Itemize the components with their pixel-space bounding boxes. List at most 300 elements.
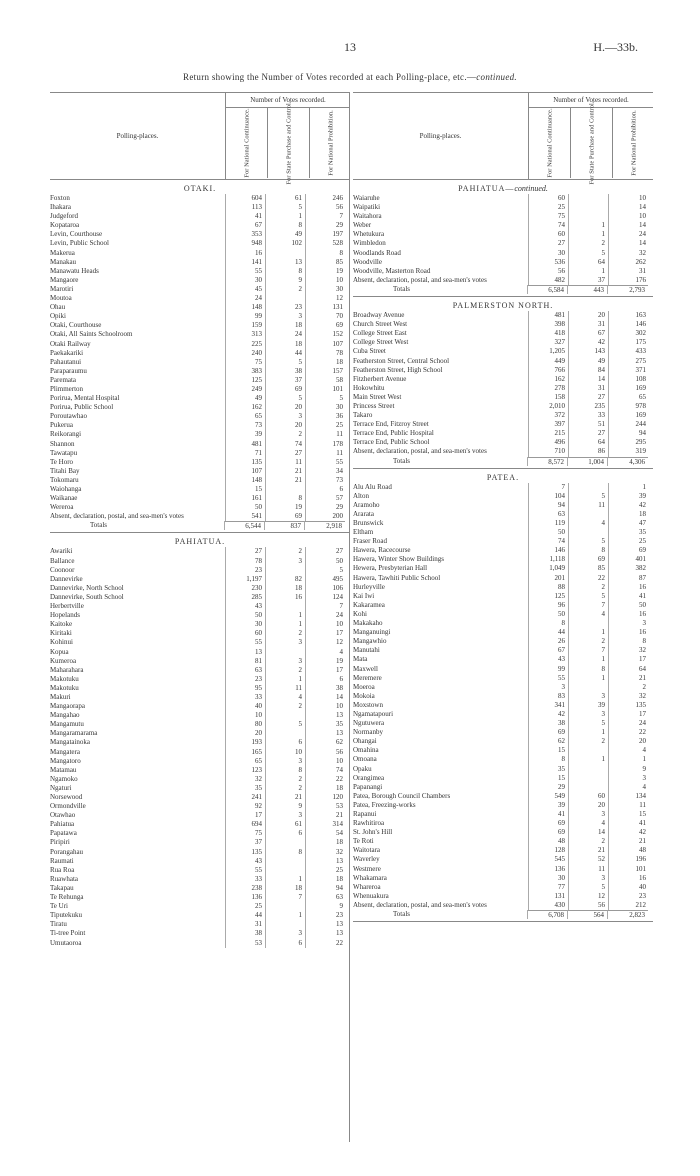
- section-title: [50, 184, 350, 193]
- state-header: For State Purchase and Control.: [268, 108, 310, 178]
- continuance-votes: 536: [529, 258, 569, 267]
- prohibition-votes: 11: [336, 430, 343, 439]
- table-row: [50, 294, 350, 303]
- polling-place-name: [353, 320, 529, 329]
- continuance-votes: 60: [226, 629, 266, 638]
- state-votes: 5: [569, 719, 609, 728]
- continuance-votes: 42: [529, 710, 569, 719]
- total-state: 1,004: [568, 457, 608, 466]
- table-row: [50, 648, 350, 657]
- polling-place-name: [50, 476, 226, 485]
- table-row: [50, 321, 350, 330]
- polling-place-label: Absent, declaration, postal, and sea-men's votes: [50, 512, 184, 521]
- prohibition-votes: 13: [336, 929, 343, 938]
- continuance-votes: 1,205: [529, 347, 569, 356]
- continuance-votes: 77: [529, 883, 569, 892]
- table-row: [353, 447, 653, 456]
- state-votes: 27: [569, 429, 609, 438]
- state-votes: 2: [266, 775, 306, 784]
- table-row: [50, 230, 350, 239]
- state-votes: 1: [266, 675, 306, 684]
- state-votes: 11: [569, 865, 609, 874]
- polling-place-name: [353, 628, 529, 637]
- state-votes: 11: [266, 458, 306, 467]
- polling-place-label: Makotuku: [50, 674, 79, 683]
- polling-place-label: Aramoho: [353, 500, 380, 509]
- polling-place-name: [50, 648, 226, 657]
- polling-place-name: [50, 902, 226, 911]
- state-votes: 14: [569, 375, 609, 384]
- section-title-text: PALMERSTON NORTH.: [452, 301, 554, 311]
- prohibition-votes: 14: [639, 221, 646, 230]
- state-votes: 1: [569, 628, 609, 637]
- state-votes: 6: [266, 939, 306, 948]
- table-row: [353, 874, 653, 883]
- prohibition-votes: 34: [336, 466, 343, 475]
- polling-place-name: [353, 810, 529, 819]
- state-votes: 44: [266, 349, 306, 358]
- state-votes: 1: [569, 267, 609, 276]
- table-row: [50, 748, 350, 757]
- polling-place-label: Pahiatua: [50, 820, 75, 829]
- continuance-votes: 16: [226, 249, 266, 258]
- polling-place-label: Waitahora: [353, 212, 382, 221]
- state-votes: 3: [569, 710, 609, 719]
- table-row: [50, 620, 350, 629]
- table-row: [50, 738, 350, 747]
- continuance-votes: 75: [226, 358, 266, 367]
- prohibition-votes: 146: [635, 320, 646, 329]
- section-rule: [353, 919, 653, 922]
- state-votes: 64: [569, 258, 609, 267]
- prohibition-votes: 16: [639, 628, 646, 637]
- prohibition-votes: 6: [339, 485, 343, 493]
- state-votes: 1: [266, 212, 306, 221]
- polling-place-name: [353, 393, 529, 402]
- polling-place-name: [353, 438, 529, 447]
- table-row: [353, 692, 653, 701]
- table-row: [50, 258, 350, 267]
- prohibition-votes: 73: [336, 475, 343, 484]
- polling-place-label: Dannevirke, South School: [50, 592, 124, 601]
- prohibition-votes: 302: [635, 329, 646, 338]
- continuance-votes: 136: [529, 865, 569, 874]
- state-votes: 85: [569, 564, 609, 573]
- prohibition-votes: 10: [336, 620, 343, 629]
- prohibition-votes: 42: [639, 828, 646, 837]
- state-votes: [266, 294, 306, 303]
- prohibition-votes: 7: [339, 212, 343, 221]
- table-row: [353, 267, 653, 276]
- continuance-votes: 278: [529, 384, 569, 393]
- polling-place-name: [50, 729, 226, 738]
- continuance-votes: 69: [529, 728, 569, 737]
- total-state: 837: [265, 521, 305, 530]
- prohibition-votes: 169: [635, 383, 646, 392]
- total-continuance: 6,708: [528, 910, 568, 919]
- state-votes: [266, 711, 306, 720]
- polling-place-name: [50, 848, 226, 857]
- continuance-votes: 43: [226, 602, 266, 611]
- prohibition-votes: 8: [642, 637, 646, 646]
- polling-place-name: [50, 330, 226, 339]
- table-row: [353, 311, 653, 320]
- polling-place-name: [50, 748, 226, 757]
- table-row: [50, 729, 350, 738]
- prohibition-votes: 10: [336, 275, 343, 284]
- table-row: [353, 384, 653, 393]
- polling-place-name: [353, 746, 529, 755]
- state-votes: 4: [569, 610, 609, 619]
- continuance-votes: 94: [529, 501, 569, 510]
- prohibition-votes: 29: [336, 221, 343, 230]
- state-votes: 1: [266, 875, 306, 884]
- continuance-header: For National Continuance.: [529, 108, 571, 178]
- continuance-votes: 88: [529, 583, 569, 592]
- polling-place-name: [50, 203, 226, 212]
- table-row: [50, 757, 350, 766]
- state-votes: [569, 203, 609, 212]
- state-votes: [266, 249, 306, 258]
- totals-row: [353, 457, 653, 466]
- state-votes: [266, 566, 306, 575]
- continuance-votes: 71: [226, 449, 266, 458]
- state-votes: 21: [569, 846, 609, 855]
- table-row: [353, 510, 653, 519]
- polling-place-name: [353, 655, 529, 664]
- polling-place-label: Hurleyville: [353, 582, 385, 591]
- polling-place-label: Marotiri: [50, 284, 74, 293]
- state-votes: 1: [569, 755, 609, 764]
- polling-place-label: Herbertville: [50, 602, 84, 611]
- right-table-body: [353, 184, 653, 922]
- continuance-votes: 69: [529, 828, 569, 837]
- state-votes: 3: [266, 757, 306, 766]
- polling-place-name: [353, 574, 529, 583]
- state-votes: 4: [569, 519, 609, 528]
- polling-place-name: [353, 429, 529, 438]
- continuance-votes: 40: [226, 702, 266, 711]
- polling-place-label: Woodlands Road: [353, 248, 401, 257]
- table-row: [50, 566, 350, 575]
- polling-place-label: Wimbledon: [353, 239, 386, 248]
- polling-place-name: [353, 583, 529, 592]
- continuance-votes: 25: [226, 902, 266, 911]
- polling-place-name: [50, 638, 226, 647]
- continuance-votes: 15: [529, 774, 569, 783]
- polling-place-label: Makuri: [50, 692, 71, 701]
- prohibition-votes: 106: [332, 583, 343, 592]
- state-votes: 6: [266, 829, 306, 838]
- polling-place-name: [353, 819, 529, 828]
- prohibition-votes: 175: [635, 338, 646, 347]
- polling-place-name: [353, 203, 529, 212]
- table-row: [353, 737, 653, 746]
- polling-place-name: [50, 675, 226, 684]
- polling-place-name: [353, 637, 529, 646]
- prohibition-votes: 134: [635, 791, 646, 800]
- table-row: [50, 884, 350, 893]
- continuance-votes: 353: [226, 230, 266, 239]
- state-votes: 6: [266, 738, 306, 747]
- polling-place-label: Makotuku: [50, 683, 79, 692]
- polling-place-label: Whenuakura: [353, 891, 389, 900]
- table-row: [353, 665, 653, 674]
- state-header: For State Purchase and Control.: [571, 108, 613, 178]
- polling-place-label: Levin, Courthouse: [50, 230, 103, 239]
- polling-place-name: [50, 349, 226, 358]
- continuance-votes: 26: [529, 637, 569, 646]
- polling-place-label: Hewera, Presbyterian Hall: [353, 564, 428, 573]
- votes-recorded-header: Number of Votes recorded.: [226, 93, 350, 108]
- prohibition-votes: 50: [639, 600, 646, 609]
- polling-place-name: [353, 528, 529, 537]
- continuance-votes: 230: [226, 584, 266, 593]
- state-votes: 3: [569, 874, 609, 883]
- polling-place-label: Ngamoko: [50, 774, 78, 783]
- state-votes: 2: [569, 737, 609, 746]
- table-row: [353, 438, 653, 447]
- state-votes: 2: [569, 239, 609, 248]
- state-votes: 5: [569, 883, 609, 892]
- state-votes: 8: [266, 221, 306, 230]
- state-votes: 2: [266, 666, 306, 675]
- table-row: [353, 674, 653, 683]
- polling-place-name: [353, 402, 529, 411]
- polling-place-label: Moxstown: [353, 700, 383, 709]
- continuance-votes: 148: [226, 303, 266, 312]
- prohibition-votes: 20: [639, 737, 646, 746]
- polling-place-label: Kohinui: [50, 638, 73, 647]
- continuance-votes: 62: [529, 737, 569, 746]
- continuance-votes: 148: [226, 476, 266, 485]
- polling-place-label: Paekakariki: [50, 348, 84, 357]
- total-continuance: 8,572: [528, 457, 568, 466]
- state-votes: [569, 510, 609, 519]
- table-row: [50, 267, 350, 276]
- table-row: [353, 710, 653, 719]
- polling-place-name: [50, 920, 226, 929]
- polling-place-name: [353, 801, 529, 810]
- prohibition-votes: 11: [639, 800, 646, 809]
- prohibition-header: For National Prohibition.: [630, 110, 637, 176]
- table-row: [50, 857, 350, 866]
- polling-place-label: Church Street West: [353, 320, 408, 329]
- table-row: [50, 775, 350, 784]
- table-row: [353, 819, 653, 828]
- totals-label: Totals: [353, 285, 528, 294]
- table-row: [50, 784, 350, 793]
- continuance-votes: 55: [226, 267, 266, 276]
- polling-place-label: Mata: [353, 655, 368, 664]
- state-votes: 27: [569, 393, 609, 402]
- prohibition-votes: 107: [332, 339, 343, 348]
- state-votes: [569, 212, 609, 221]
- prohibition-votes: 41: [639, 591, 646, 600]
- polling-place-name: [50, 784, 226, 793]
- continuance-votes: 63: [226, 666, 266, 675]
- continuance-votes: 136: [226, 893, 266, 902]
- section-title: [353, 473, 653, 482]
- continuance-votes: 43: [529, 655, 569, 664]
- prohibition-votes: 32: [639, 691, 646, 700]
- table-row: [50, 893, 350, 902]
- polling-place-label: Featherston Street, High School: [353, 365, 443, 374]
- continuance-votes: 23: [226, 566, 266, 575]
- continuance-votes: 43: [226, 857, 266, 866]
- state-votes: 33: [569, 411, 609, 420]
- continuance-votes: 694: [226, 820, 266, 829]
- prohibition-votes: 56: [336, 747, 343, 756]
- table-row: [353, 564, 653, 573]
- state-votes: 82: [266, 575, 306, 584]
- state-votes: 18: [266, 340, 306, 349]
- continuance-votes: 482: [529, 276, 569, 285]
- prohibition-votes: 371: [635, 365, 646, 374]
- continuance-votes: 8: [529, 619, 569, 628]
- table-row: [50, 376, 350, 385]
- table-row: [353, 574, 653, 583]
- polling-place-label: Woodville: [353, 257, 382, 266]
- prohibition-votes: 131: [332, 303, 343, 312]
- state-votes: 1: [569, 230, 609, 239]
- prohibition-votes: 10: [336, 756, 343, 765]
- continuance-votes: 113: [226, 203, 266, 212]
- state-votes: 52: [569, 855, 609, 864]
- polling-place-label: Otaki, All Saints Schoolroom: [50, 330, 133, 339]
- polling-place-label: Waitotara: [353, 846, 381, 855]
- continuance-votes: 50: [529, 528, 569, 537]
- state-votes: 5: [266, 720, 306, 729]
- state-votes: 49: [569, 357, 609, 366]
- prohibition-votes: 62: [336, 738, 343, 747]
- polling-place-name: [353, 447, 529, 456]
- polling-place-label: Poroutawhao: [50, 412, 87, 421]
- polling-place-label: St. John's Hill: [353, 828, 393, 837]
- polling-place-label: Dannevirke: [50, 574, 83, 583]
- state-votes: 7: [569, 601, 609, 610]
- polling-place-label: Ormondville: [50, 802, 86, 811]
- polling-place-name: [353, 267, 529, 276]
- polling-place-name: [50, 820, 226, 829]
- polling-place-label: Matamau: [50, 765, 77, 774]
- continuance-votes: 67: [226, 221, 266, 230]
- polling-place-label: Kopataroa: [50, 221, 80, 230]
- table-row: [50, 875, 350, 884]
- table-row: [353, 801, 653, 810]
- prohibition-votes: 32: [639, 248, 646, 257]
- polling-place-name: [50, 720, 226, 729]
- prohibition-votes: 18: [336, 783, 343, 792]
- state-votes: [266, 866, 306, 875]
- polling-place-label: Patea, Freezing-works: [353, 800, 416, 809]
- prohibition-votes: 53: [336, 802, 343, 811]
- continuance-votes: 30: [226, 620, 266, 629]
- prohibition-votes: 21: [336, 811, 343, 820]
- polling-place-label: Kiritaki: [50, 629, 72, 638]
- polling-place-name: [50, 611, 226, 620]
- prohibition-votes: 58: [336, 375, 343, 384]
- continuance-votes: 96: [529, 601, 569, 610]
- polling-place-label: Ngutuwera: [353, 719, 385, 728]
- totals-label: Totals: [353, 910, 528, 919]
- continuance-votes: 74: [529, 221, 569, 230]
- polling-place-name: [50, 939, 226, 948]
- polling-place-name: [50, 875, 226, 884]
- prohibition-votes: 3: [642, 773, 646, 782]
- table-row: [50, 330, 350, 339]
- continuance-votes: 95: [226, 684, 266, 693]
- table-row: [353, 230, 653, 239]
- polling-place-name: [353, 492, 529, 501]
- table-row: [50, 421, 350, 430]
- continuance-votes: 30: [529, 249, 569, 258]
- prohibition-votes: 314: [332, 820, 343, 829]
- polling-place-label: Otaki Railway: [50, 339, 91, 348]
- table-row: [353, 402, 653, 411]
- prohibition-votes: 87: [639, 573, 646, 582]
- table-row: [353, 249, 653, 258]
- polling-place-label: Umutaoroa: [50, 938, 82, 947]
- votes-recorded-header: Number of Votes recorded.: [529, 93, 653, 108]
- polling-place-label: Makakaho: [353, 619, 383, 628]
- continuance-votes: 39: [529, 801, 569, 810]
- table-row: [353, 320, 653, 329]
- continuance-votes: 65: [226, 412, 266, 421]
- polling-place-label: Mangahao: [50, 711, 80, 720]
- continuance-votes: 158: [529, 393, 569, 402]
- state-votes: 21: [266, 467, 306, 476]
- state-votes: 5: [569, 492, 609, 501]
- continuance-votes: 549: [529, 792, 569, 801]
- table-row: [50, 675, 350, 684]
- table-row: [353, 883, 653, 892]
- table-row: [50, 212, 350, 221]
- polling-place-label: Coonoor: [50, 565, 75, 574]
- polling-place-name: [353, 728, 529, 737]
- prohibition-votes: 101: [332, 384, 343, 393]
- continuance-votes: 83: [529, 692, 569, 701]
- polling-place-label: Omahina: [353, 746, 379, 755]
- table-row: [353, 810, 653, 819]
- state-votes: 12: [569, 892, 609, 901]
- continuance-votes: 125: [529, 592, 569, 601]
- prohibition-votes: 23: [639, 891, 646, 900]
- polling-place-name: [353, 411, 529, 420]
- table-row: [353, 792, 653, 801]
- table-row: [353, 828, 653, 837]
- prohibition-votes: 30: [336, 403, 343, 412]
- table-row: [353, 774, 653, 783]
- table-header: [50, 92, 350, 185]
- prohibition-votes: 14: [639, 239, 646, 248]
- polling-place-label: Mangamutu: [50, 720, 84, 729]
- prohibition-votes: 17: [639, 655, 646, 664]
- polling-place-name: [353, 683, 529, 692]
- prohibition-votes: 85: [336, 257, 343, 266]
- state-votes: 2: [266, 629, 306, 638]
- table-row: [353, 537, 653, 546]
- state-votes: 3: [266, 412, 306, 421]
- continuance-votes: 50: [226, 503, 266, 512]
- state-votes: 10: [266, 748, 306, 757]
- prohibition-votes: 74: [336, 765, 343, 774]
- polling-place-label: Alton: [353, 491, 369, 500]
- table-row: [50, 802, 350, 811]
- polling-place-label: Meremere: [353, 673, 382, 682]
- continuance-votes: 604: [226, 194, 266, 203]
- continuance-votes: 50: [529, 610, 569, 619]
